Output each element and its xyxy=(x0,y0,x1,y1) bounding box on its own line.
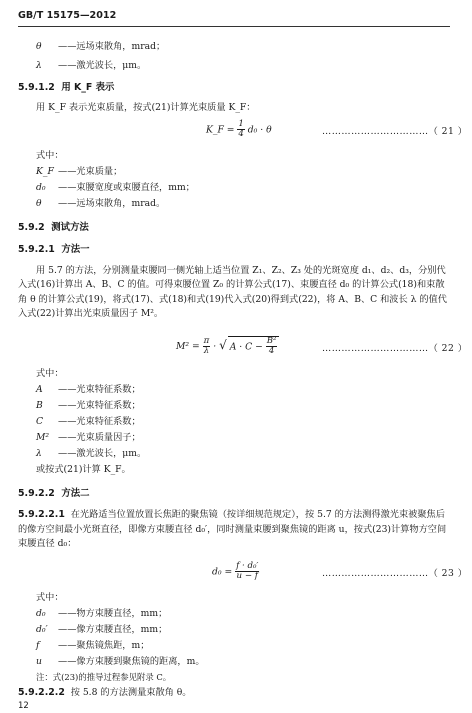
def-symbol: u xyxy=(36,656,42,667)
section-number: 5.9.2.1 xyxy=(18,244,55,255)
def-text: ——激光波长，μm。 xyxy=(58,448,147,459)
eq-sqrt-text: A · C − xyxy=(229,341,263,353)
section-title: 方法二 xyxy=(61,488,90,499)
section-number: 5.9.2 xyxy=(18,222,45,233)
equation-number: ……………………………（ 22 ） xyxy=(322,343,468,354)
standard-code: GB/T 15175—2012 xyxy=(18,10,117,21)
def-symbol: λ xyxy=(36,448,42,459)
eq-lhs: M² = xyxy=(176,340,200,352)
def-symbol: K_F xyxy=(36,166,54,177)
eq-inner-num: B² xyxy=(266,336,277,346)
eq-fraction xyxy=(237,120,244,140)
equation-21 xyxy=(206,120,272,140)
def-text: ——聚焦镜焦距，m； xyxy=(58,640,150,651)
eq-sqrt-body xyxy=(228,336,280,357)
subsection-5-9-2-2-2 xyxy=(18,687,192,699)
def-symbol: θ xyxy=(36,41,42,52)
def-symbol: θ xyxy=(36,198,42,209)
def-text: ——光束特征系数； xyxy=(58,384,141,395)
method-two-paragraph xyxy=(18,508,452,551)
def-text: ——像方束腰直径，mm； xyxy=(58,624,168,635)
def-symbol: f xyxy=(36,640,40,651)
eq-fraction xyxy=(235,562,259,582)
eq-dot: · xyxy=(213,340,217,352)
equation-22 xyxy=(176,336,279,357)
section-heading xyxy=(18,222,89,234)
section-number: 5.9.2.2 xyxy=(18,488,55,499)
subsection-number: 5.9.2.2.2 xyxy=(18,687,65,698)
def-text: ——束腰宽度或束腰直径，mm； xyxy=(58,182,195,193)
eq-frac-den: 4 xyxy=(238,129,244,140)
eq-inner-den: 4 xyxy=(268,346,275,357)
def-text: ——远场束散角，mrad； xyxy=(58,41,166,52)
paragraph-text: 在光路适当位置放置长焦距的聚焦镜（按详细规范规定），按 5.7 的方法测得激光束被聚焦后的像方空间最小光斑直径，即像方束腰直径 d₀′，同时测量束腰到聚焦镜的距离 u，按式(23)计算物方空间束腰直径 d₀： xyxy=(18,509,447,549)
def-symbol: B xyxy=(36,400,43,411)
subsection-text: 按 5.8 的方法测量束散角 θ。 xyxy=(70,687,192,698)
eq-lhs: K_F = xyxy=(206,124,235,136)
def-symbol: A xyxy=(36,384,43,395)
section-heading xyxy=(18,82,114,94)
header-rule xyxy=(18,26,450,27)
equation-number: ……………………………（ 23 ） xyxy=(322,568,468,579)
where-label: 式中： xyxy=(36,368,64,379)
def-text: ——远场束散角，mrad。 xyxy=(58,198,166,209)
def-text: ——光束特征系数； xyxy=(58,416,141,427)
where-label: 式中： xyxy=(36,150,64,161)
where-label: 式中： xyxy=(36,592,64,603)
equation-23 xyxy=(212,562,259,582)
eq-frac-num: f · d₀′ xyxy=(236,561,259,571)
def-symbol: M² xyxy=(36,432,50,443)
note: 注：式(23)的推导过程参见附录 C。 xyxy=(36,672,172,682)
eq-rhs: d₀ · θ xyxy=(247,124,272,136)
def-symbol: d₀ xyxy=(36,608,46,619)
subsection-number: 5.9.2.2.1 xyxy=(18,509,65,520)
def-text: ——光束质量； xyxy=(58,166,123,177)
eq-frac-den: u − f xyxy=(236,571,258,582)
def-symbol: C xyxy=(36,416,44,427)
eq-lhs: d₀ = xyxy=(212,566,233,578)
def-text: ——光束质量因子； xyxy=(58,432,141,443)
def-symbol: d₀ xyxy=(36,182,46,193)
def-text: ——物方束腰直径，mm； xyxy=(58,608,168,619)
section-title: 方法一 xyxy=(61,244,90,255)
sqrt-sign: √ xyxy=(219,337,227,352)
def-symbol: λ xyxy=(36,60,42,71)
eq-inner-fraction xyxy=(266,337,278,357)
section-intro: 用 K_F 表示光束质量，按式(21)计算光束质量 K_F： xyxy=(36,102,256,113)
section-number: 5.9.1.2 xyxy=(18,82,55,93)
eq-frac-num: 1 xyxy=(238,119,244,129)
eq-frac-den: λ xyxy=(203,345,210,356)
section-heading xyxy=(18,244,89,256)
def-symbol: d₀′ xyxy=(36,624,48,635)
eq-fraction xyxy=(203,337,211,357)
def-text: ——像方束腰到聚焦镜的距离，m。 xyxy=(58,656,205,667)
section-title: 测试方法 xyxy=(51,222,89,233)
tail-text: 或按式(21)计算 K_F。 xyxy=(36,464,131,475)
eq-frac-num: π xyxy=(203,335,210,346)
page-number: 12 xyxy=(18,701,29,711)
section-heading xyxy=(18,488,89,500)
section-title: 用 K_F 表示 xyxy=(61,82,115,93)
equation-number: ……………………………（ 21 ） xyxy=(322,126,468,137)
def-text: ——激光波长，μm。 xyxy=(58,60,147,71)
method-one-paragraph: 用 5.7 的方法，分别测量束腰同一侧光轴上适当位置 Z₁、Z₂、Z₃ 处的光斑宽度 d₁、d₂、d₃，分别代入式(16)计算出 A、B、C 的值。可得束腰位置 Z₀ 的计算公式(17)、束腰直径 d₀ 的计算公式(18)和束散角 θ 的计算公式(19)，将式(17)、式(18)和式(19)代入式(20)得到式(22)，将 A、B、C 和波长 λ 的值代入式(22)计算出光束质量因子 M²。 xyxy=(18,265,447,319)
def-text: ——光束特征系数； xyxy=(58,400,141,411)
